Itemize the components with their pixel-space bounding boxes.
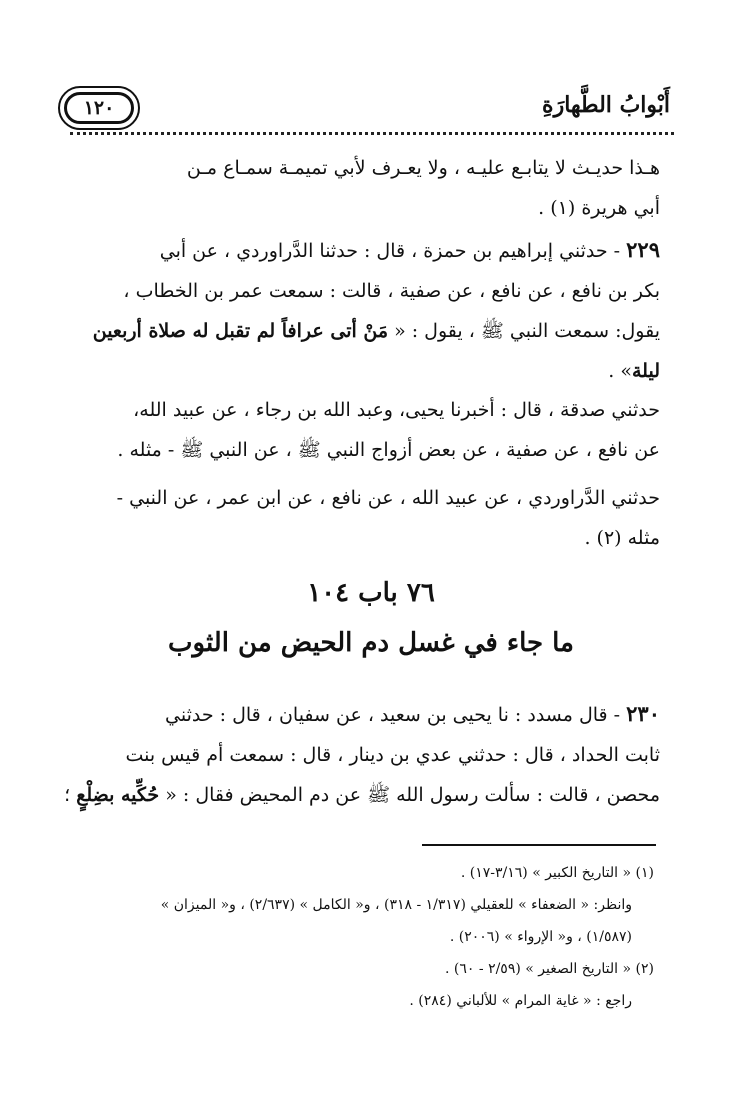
hadith-number: ٢٢٩ — [626, 237, 660, 262]
footnote-divider — [422, 844, 656, 846]
text-segment: - حدثني إبراهيم بن حمزة ، قال : حدثنا الدَّراوردي ، عن أبي — [159, 240, 621, 262]
text-line: ثابت الحداد ، قال : حدثني عدي بن دينار ، قال : سمعت أم قيس بنت — [125, 744, 660, 766]
text-line — [50, 230, 660, 271]
text-segment: - قال مسدد : نا يحيى بن سعيد ، عن سفيان ، قال : حدثني — [165, 704, 621, 726]
text-line — [50, 351, 660, 391]
footnote-line: (١) « التاريخ الكبير » (٣/١٦-١٧) . — [460, 865, 654, 881]
footnote-line: راجع : « غاية المرام » للألباني (٢٨٤) . — [409, 993, 632, 1009]
text-segment: » . — [608, 360, 632, 382]
hadith-230 — [50, 694, 660, 815]
text-line — [50, 311, 660, 351]
prophetic-saying: مَنْ أتى عرافاً لم تقبل له صلاة أربعين — [92, 320, 389, 342]
text-line: عن نافع ، عن صفية ، عن بعض أزواج النبي ﷺ ، عن النبي ﷺ - مثله . — [117, 439, 660, 461]
page-number-badge — [58, 86, 140, 130]
text-line: هـذا حديـث لا يتابـع عليـه ، ولا يعـرف لأبي تميمـة سمـاع مـن — [186, 157, 660, 179]
paragraph-sadaqa — [50, 390, 660, 470]
prophetic-saying: حُكِّيه بضِلْعٍ — [76, 784, 160, 806]
text-segment: ؛ — [64, 784, 71, 806]
chapter-number: ٧٦ باب ١٠٤ — [307, 578, 435, 608]
text-line: حدثني صدقة ، قال : أخبرنا يحيى، وعبد الله بن رجاء ، عن عبيد الله، — [133, 399, 660, 421]
page-number: ١٢٠ — [64, 92, 134, 124]
hadith-229 — [50, 230, 660, 391]
running-title: أَبْوابُ الطَّهارَةِ — [542, 92, 670, 118]
footnote-line: (٢) « التاريخ الصغير » (٢/٥٩ - ٦٠) . — [445, 961, 654, 977]
footnotes — [52, 857, 654, 1017]
text-line: حدثني الدَّراوردي ، عن عبيد الله ، عن نافع ، عن ابن عمر ، عن النبي - — [116, 487, 660, 509]
text-line: بكر بن نافع ، عن نافع ، عن صفية ، قالت : سمعت عمر بن الخطاب ، — [123, 280, 660, 302]
text-line: أبي هريرة (١) . — [538, 197, 660, 219]
paragraph-darawardi — [50, 478, 660, 558]
text-segment: محصن ، قالت : سألت رسول الله ﷺ عن دم المحيض فقال : « — [165, 784, 660, 806]
intro-paragraph — [50, 148, 660, 228]
chapter-title: ما جاء في غسل دم الحيض من الثوب — [168, 628, 574, 658]
footnote-line: وانظر: « الضعفاء » للعقيلي (١/٣١٧ - ٣١٨) ، و« الكامل » (٢/٦٣٧) ، و« الميزان » — [160, 897, 632, 913]
header-divider — [70, 132, 674, 135]
text-line — [50, 694, 660, 735]
text-segment: يقول: سمعت النبي ﷺ ، يقول : « — [394, 320, 660, 342]
prophetic-saying-end: ليلة — [632, 360, 660, 382]
footnote-line: (١/٥٨٧) ، و« الإرواء » (٢٠٠٦) . — [449, 929, 632, 945]
text-line: مثله (٢) . — [584, 527, 660, 549]
hadith-number: ٢٣٠ — [626, 701, 660, 726]
text-line — [50, 775, 660, 815]
